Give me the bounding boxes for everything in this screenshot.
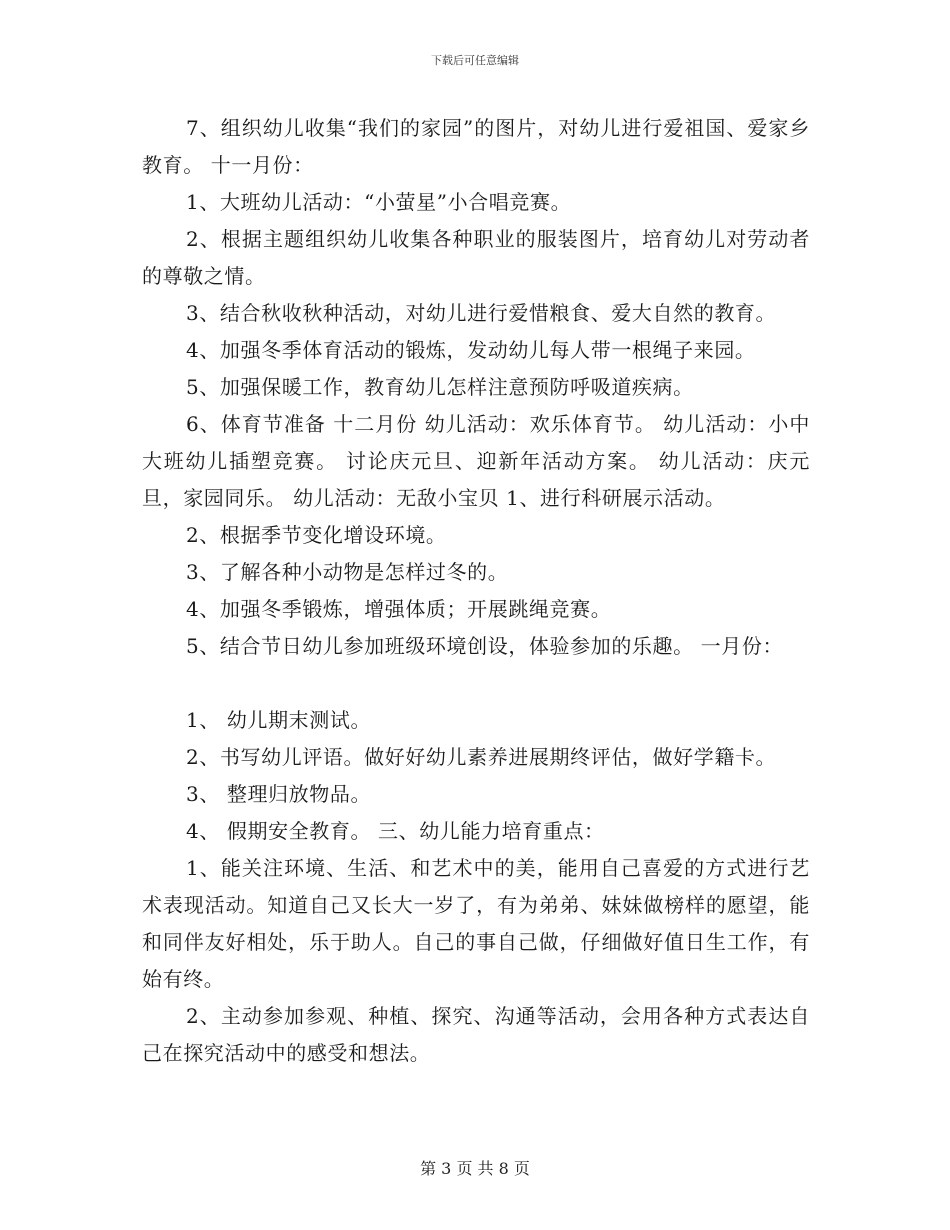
paragraph: 6、体育节准备 十二月份 幼儿活动：欢乐体育节。 幼儿活动：小中大班幼儿插塑竞赛。 讨论庆元旦、迎新年活动方案。 幼儿活动：庆元旦，家园同乐。 幼儿活动：无敌小宝贝 1、进行科研展示活动。 [142,412,810,510]
paragraph: 3、了解各种小动物是怎样过冬的。 [186,560,509,584]
document-body [142,110,810,1072]
paragraph: 5、加强保暖工作，教育幼儿怎样注意预防呼吸道疾病。 [186,375,694,399]
paragraph: 2、主动参加参观、种植、探究、沟通等活动，会用各种方式表达自己在探究活动中的感受和想法。 [142,1004,810,1065]
paragraph: 3、结合秋收秋种活动，对幼儿进行爱惜粮食、爱大自然的教育。 [186,301,777,325]
paragraph: 4、加强冬季锻炼，增强体质；开展跳绳竞赛。 [186,597,612,621]
paragraph: 4、加强冬季体育活动的锻炼，发动幼儿每人带一根绳子来园。 [186,338,756,362]
paragraph: 3、 整理归放物品。 [186,782,372,806]
paragraph: 7、组织幼儿收集“我们的家园”的图片，对幼儿进行爱祖国、爱家乡教育。 十一月份： [142,116,810,177]
paragraph: 4、 假期安全教育。 三、幼儿能力培育重点： [186,819,605,843]
paragraph: 2、根据主题组织幼儿收集各种职业的服装图片，培育幼儿对劳动者的尊敬之情。 [142,227,810,288]
paragraph: 5、结合节日幼儿参加班级环境创设，体验参加的乐趣。 一月份： [186,634,784,658]
page-footer: 第 3 页 共 8 页 [420,1159,530,1178]
paragraph: 2、书写幼儿评语。做好好幼儿素养进展期终评估，做好学籍卡。 [186,745,777,769]
page-header: 下载后可任意编辑 [431,54,519,67]
blank-line [142,665,810,702]
paragraph: 1、能关注环境、生活、和艺术中的美，能用自己喜爱的方式进行艺术表现活动。知道自己又长大一岁了，有为弟弟、妹妹做榜样的愿望，能和同伴友好相处，乐于助人。自己的事自己做，仔细做好值日生工作，有始有终。 [142,856,810,991]
paragraph: 1、大班幼儿活动：“小萤星”小合唱竞赛。 [186,190,572,214]
paragraph: 2、根据季节变化增设环境。 [186,523,447,547]
paragraph: 1、 幼儿期末测试。 [186,708,372,732]
